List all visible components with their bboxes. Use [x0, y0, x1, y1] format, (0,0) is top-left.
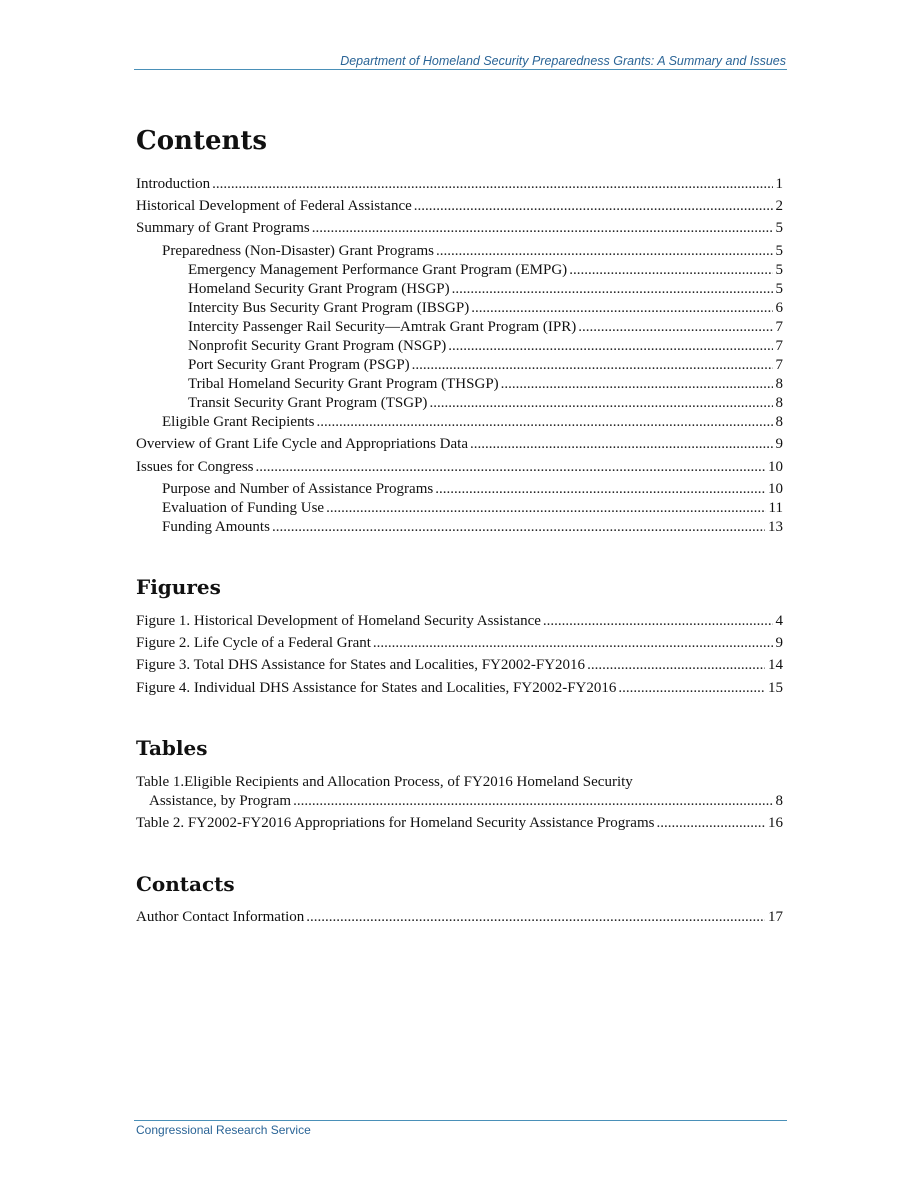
table-entry-title: Assistance, by Program: [149, 793, 292, 809]
toc-entry[interactable]: [136, 175, 783, 193]
toc-entry-title: Introduction: [136, 176, 211, 192]
toc-entry-title: Overview of Grant Life Cycle and Appropriations Data: [136, 436, 468, 452]
toc-entry[interactable]: [188, 394, 783, 412]
toc-entry-title: Preparedness (Non-Disaster) Grant Programs: [162, 243, 435, 259]
header-rule: [134, 69, 787, 70]
toc-entry[interactable]: [162, 242, 783, 260]
toc-entry[interactable]: [136, 435, 783, 453]
figure-entry-title: Figure 2. Life Cycle of a Federal Grant: [136, 635, 371, 651]
toc-entry-title: Historical Development of Federal Assistance: [136, 198, 412, 214]
toc-entry-page: 2: [775, 198, 783, 214]
toc-entry-page: 11: [768, 500, 783, 516]
tables-heading: Tables: [136, 736, 208, 760]
toc-entry-page: 10: [768, 459, 783, 475]
toc-entry-title: Nonprofit Security Grant Program (NSGP): [188, 338, 447, 354]
table-entry-title: Table 2. FY2002-FY2016 Appropriations for Homeland Security Assistance Programs: [136, 815, 655, 831]
toc-entry[interactable]: [162, 480, 783, 498]
footer-rule: [134, 1120, 787, 1121]
toc-entry-page: 5: [775, 243, 783, 259]
toc-entry-title: Intercity Passenger Rail Security—Amtrak Grant Program (IPR): [188, 319, 577, 335]
contact-entry-page: 17: [768, 909, 783, 925]
toc-entry[interactable]: [188, 280, 783, 298]
toc-entry-title: Tribal Homeland Security Grant Program (THSGP): [188, 376, 499, 392]
toc-entry-title: Summary of Grant Programs: [136, 220, 310, 236]
toc-entry[interactable]: [162, 413, 783, 431]
toc-entry-title: Intercity Bus Security Grant Program (IBSGP): [188, 300, 470, 316]
toc-entry-page: 5: [775, 220, 783, 236]
toc-entry[interactable]: [188, 261, 783, 279]
running-header: Department of Homeland Security Preparedness Grants: A Summary and Issues: [340, 54, 786, 68]
toc-entry[interactable]: [188, 356, 783, 374]
figure-entry-page: 9: [775, 635, 783, 651]
toc-entry-page: 8: [775, 414, 783, 430]
toc-entry-title: Purpose and Number of Assistance Programs: [162, 481, 434, 497]
figure-entry-page: 14: [768, 657, 783, 673]
toc-entry-page: 8: [775, 395, 783, 411]
contacts-heading: Contacts: [136, 872, 235, 896]
figure-entry[interactable]: [136, 679, 783, 697]
toc-entry[interactable]: [136, 219, 783, 237]
contact-entry[interactable]: [136, 908, 783, 926]
toc-entry-title: Eligible Grant Recipients: [162, 414, 315, 430]
toc-entry-page: 10: [768, 481, 783, 497]
toc-entry-page: 5: [775, 262, 783, 278]
figure-entry-title: Figure 4. Individual DHS Assistance for States and Localities, FY2002-FY2016: [136, 680, 617, 696]
toc-entry-page: 5: [775, 281, 783, 297]
figure-entry-title: Figure 3. Total DHS Assistance for States and Localities, FY2002-FY2016: [136, 657, 586, 673]
figure-entry[interactable]: [136, 656, 783, 674]
figure-entry[interactable]: [136, 634, 783, 652]
toc-entry[interactable]: [188, 318, 783, 336]
table-entry-line1[interactable]: Table 1.Eligible Recipients and Allocation Process, of FY2016 Homeland Security: [136, 774, 633, 790]
toc-entry-page: 13: [768, 519, 783, 535]
table-entry-page: 16: [768, 815, 783, 831]
toc-entry[interactable]: [136, 458, 783, 476]
toc-entry-page: 1: [775, 176, 783, 192]
toc-entry[interactable]: [136, 197, 783, 215]
toc-entry-title: Homeland Security Grant Program (HSGP): [188, 281, 450, 297]
toc-entry[interactable]: [188, 375, 783, 393]
toc-entry-title: Emergency Management Performance Grant Program (EMPG): [188, 262, 568, 278]
running-footer: Congressional Research Service: [136, 1123, 311, 1137]
contents-heading: Contents: [136, 126, 268, 156]
toc-entry[interactable]: [188, 299, 783, 317]
table-entry[interactable]: [149, 792, 783, 810]
table-entry-page: 8: [775, 793, 783, 809]
figure-entry-page: 15: [768, 680, 783, 696]
toc-entry-page: 7: [775, 338, 783, 354]
toc-entry-page: 6: [775, 300, 783, 316]
toc-entry[interactable]: [162, 518, 783, 536]
toc-entry-title: Issues for Congress: [136, 459, 254, 475]
toc-entry[interactable]: [162, 499, 783, 517]
figures-heading: Figures: [136, 575, 221, 599]
toc-entry-page: 9: [775, 436, 783, 452]
toc-entry-title: Funding Amounts: [162, 519, 270, 535]
figure-entry-title: Figure 1. Historical Development of Homeland Security Assistance: [136, 613, 541, 629]
toc-entry-title: Evaluation of Funding Use: [162, 500, 325, 516]
toc-entry-title: Port Security Grant Program (PSGP): [188, 357, 410, 373]
toc-entry[interactable]: [188, 337, 783, 355]
figure-entry-page: 4: [775, 613, 783, 629]
toc-entry-page: 7: [775, 357, 783, 373]
contact-entry-title: Author Contact Information: [136, 909, 305, 925]
toc-entry-title: Transit Security Grant Program (TSGP): [188, 395, 428, 411]
table-entry[interactable]: [136, 814, 783, 832]
toc-entry-page: 7: [775, 319, 783, 335]
figure-entry[interactable]: [136, 612, 783, 630]
toc-entry-page: 8: [775, 376, 783, 392]
